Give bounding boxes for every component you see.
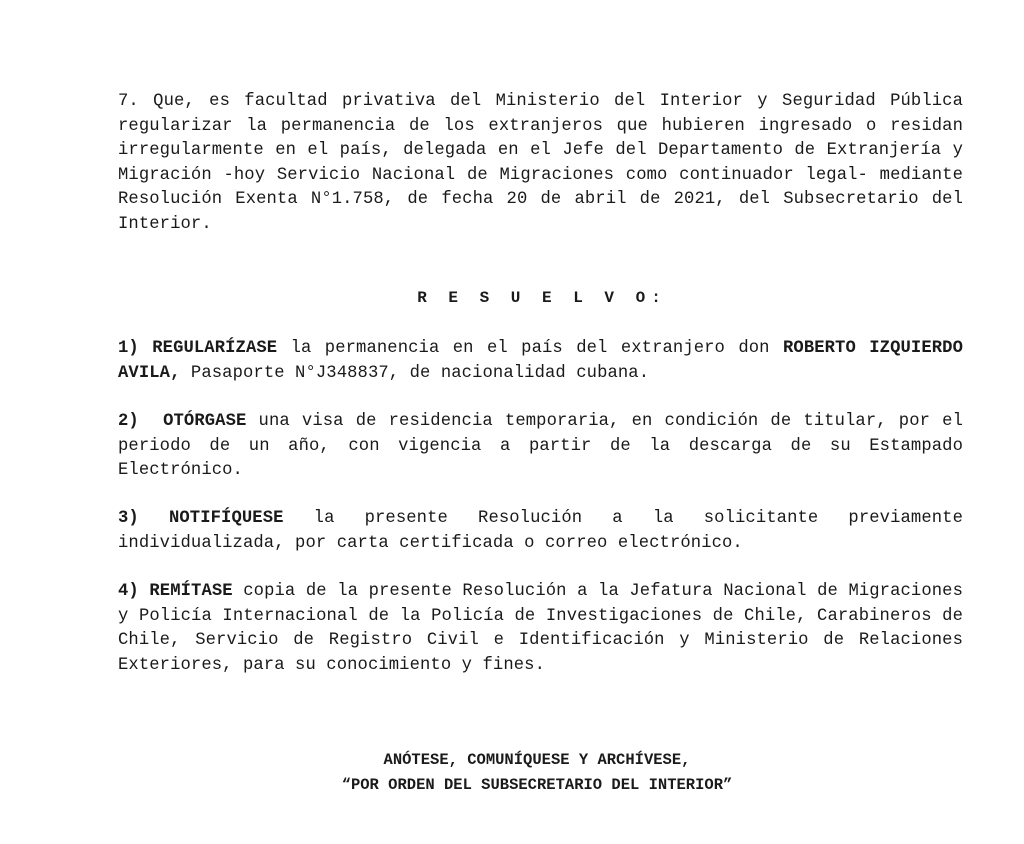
resolution-number: 1): [118, 339, 139, 358]
resolution-4: [118, 580, 963, 678]
resolution-keyword: NOTIFÍQUESE: [168, 509, 284, 528]
closing-line-1: ANÓTESE, COMUNÍQUESE Y ARCHÍVESE,: [383, 751, 691, 769]
resolution-keyword: REGULARÍZASE: [152, 339, 278, 358]
resolution-1: [118, 337, 963, 386]
resuelvo-heading: R E S U E L V O:: [417, 289, 667, 307]
closing-line-2: “POR ORDEN DEL SUBSECRETARIO DEL INTERIOR”: [341, 776, 733, 794]
resolution-number: 4): [118, 582, 139, 601]
resolution-text: la presente Resolución a la solicitante previamente individualizada, por carta certificada o correo electrónico.: [118, 509, 963, 553]
considerando-7: 7. Que, es facultad privativa del Ministerio del Interior y Seguridad Pública regularizar la permanencia de los extranjeros que hubieren ingresado o residan irregularmente en el país, delegada en el Jefe del Departamento de Extranjería y Migración -hoy Servicio Nacional de Migraciones como continuador legal- mediante Resolución Exenta N°1.758, de fecha 20 de abril de 2021, del Subsecretario del Interior.: [118, 92, 963, 234]
resolution-number: 2): [118, 412, 139, 431]
resolution-text: Pasaporte N°J348837, de nacionalidad cubana.: [180, 363, 650, 383]
resolution-3: [118, 507, 963, 556]
resolution-text: una visa de residencia temporaria, en condición de titular, por el periodo de un año, con vigencia a partir de la descarga de su Estampado Electrónico.: [118, 412, 963, 480]
resolution-number: 3): [118, 509, 139, 528]
resolution-2: [118, 410, 963, 484]
person-name: ROBERTO IZQUIERDO AVILA,: [118, 339, 963, 383]
resolution-keyword: REMÍTASE: [149, 582, 233, 601]
resolution-text: copia de la presente Resolución a la Jefatura Nacional de Migraciones y Policía Internacional de la Policía de Investigaciones de Chile, Carabineros de Chile, Servicio de Registro Civil e Identificación y Ministerio de Relaciones Exteriores, para su conocimiento y fines.: [118, 582, 963, 675]
resolution-text: la permanencia en el país del extranjero don: [277, 339, 783, 358]
resolution-keyword: OTÓRGASE: [163, 412, 247, 431]
